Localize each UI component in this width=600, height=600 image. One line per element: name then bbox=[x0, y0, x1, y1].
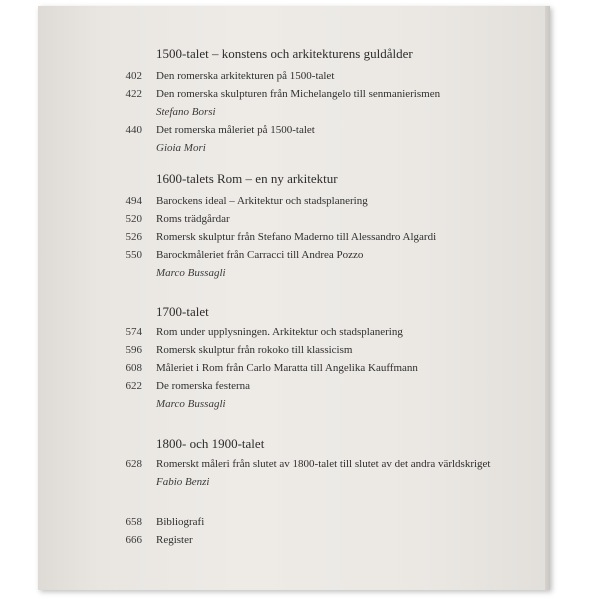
page-number: 658 bbox=[125, 516, 142, 528]
entry-title: Register bbox=[156, 534, 193, 546]
entry-title: Det romerska måleriet på 1500-talet bbox=[156, 124, 315, 136]
book-page bbox=[38, 6, 550, 590]
author-name: Gioia Mori bbox=[156, 142, 206, 154]
entry-title: Den romerska arkitekturen på 1500-talet bbox=[156, 70, 335, 82]
entry-title: Romersk skulptur från Stefano Maderno till Alessandro Algardi bbox=[156, 231, 437, 243]
page-number: 550 bbox=[125, 249, 142, 261]
entry-title: Romersk skulptur från rokoko till klassicism bbox=[156, 344, 353, 356]
toc-entry bbox=[38, 213, 550, 229]
toc-author bbox=[38, 398, 550, 414]
toc-author bbox=[38, 267, 550, 283]
section-title: 1600-talets Rom – en ny arkitektur bbox=[156, 171, 338, 186]
section-title: 1700-talet bbox=[156, 304, 209, 319]
page-number: 520 bbox=[125, 213, 142, 225]
section-title: 1500-talet – konstens och arkitekturens guldålder bbox=[156, 46, 413, 61]
entry-title: Måleriet i Rom från Carlo Maratta till Angelika Kauffmann bbox=[156, 362, 418, 374]
toc-entry bbox=[38, 534, 550, 550]
toc-entry bbox=[38, 249, 550, 265]
entry-title: Barockens ideal – Arkitektur och stadsplanering bbox=[156, 195, 368, 207]
author-name: Marco Bussagli bbox=[156, 267, 226, 279]
toc-author bbox=[38, 142, 550, 158]
section-title: 1800- och 1900-talet bbox=[156, 436, 265, 451]
toc-author bbox=[38, 476, 550, 492]
toc-entry bbox=[38, 380, 550, 396]
page-number: 666 bbox=[125, 534, 142, 546]
entry-title: Bibliografi bbox=[156, 516, 205, 528]
page-number: 402 bbox=[125, 70, 142, 82]
toc-entry bbox=[38, 70, 550, 86]
toc-entry bbox=[38, 516, 550, 532]
toc-entry bbox=[38, 124, 550, 140]
entry-title: Romerskt måleri från slutet av 1800-talet till slutet av det andra världskriget bbox=[156, 458, 491, 470]
toc-entry bbox=[38, 326, 550, 342]
page-number: 440 bbox=[125, 124, 142, 136]
page-number: 596 bbox=[125, 344, 142, 356]
author-name: Fabio Benzi bbox=[156, 476, 210, 488]
page-number: 628 bbox=[125, 458, 142, 470]
page-number: 422 bbox=[125, 88, 142, 100]
toc-entry bbox=[38, 458, 550, 474]
entry-title: Barockmåleriet från Carracci till Andrea Pozzo bbox=[156, 249, 364, 261]
entry-title: De romerska festerna bbox=[156, 380, 251, 392]
author-name: Marco Bussagli bbox=[156, 398, 226, 410]
page-number: 622 bbox=[125, 380, 142, 392]
toc-entry bbox=[38, 88, 550, 104]
toc-entry bbox=[38, 344, 550, 360]
toc-author bbox=[38, 106, 550, 122]
author-name: Stefano Borsi bbox=[156, 106, 216, 118]
entry-title: Den romerska skulpturen från Michelangelo till senmanierismen bbox=[156, 88, 441, 100]
entry-title: Rom under upplysningen. Arkitektur och stadsplanering bbox=[156, 326, 403, 338]
page-number: 574 bbox=[125, 326, 142, 338]
toc-entry bbox=[38, 362, 550, 378]
page-number: 526 bbox=[125, 231, 142, 243]
page-number: 494 bbox=[125, 195, 142, 207]
toc-entry bbox=[38, 195, 550, 211]
toc-entry bbox=[38, 231, 550, 247]
page-number: 608 bbox=[125, 362, 142, 374]
entry-title: Roms trädgårdar bbox=[156, 213, 230, 225]
